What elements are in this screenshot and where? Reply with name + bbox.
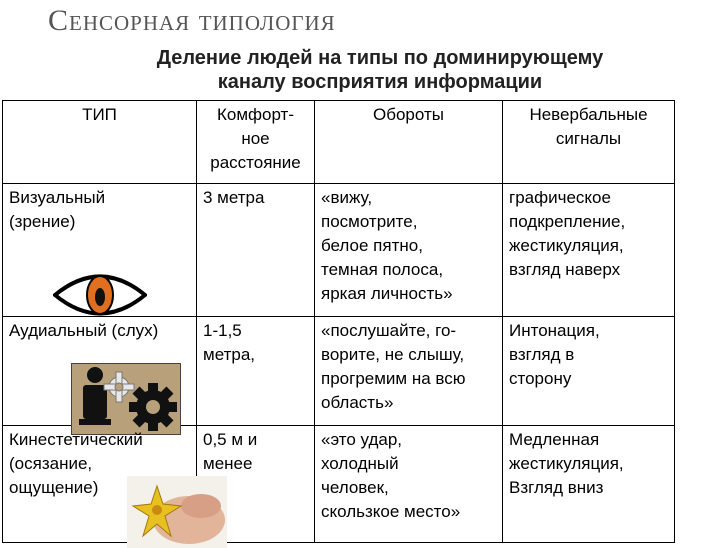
distance-cell: 1-1,5 метра, — [197, 317, 315, 426]
hand-flower-icon — [127, 476, 227, 548]
typology-table — [2, 100, 675, 543]
type-cell — [3, 317, 197, 426]
phrases-cell: «вижу, посмотрите, белое пятно, темная полоса, яркая личность» — [315, 184, 503, 317]
signals-cell: графическое подкрепление, жестикуляция, взгляд наверх — [503, 184, 675, 317]
table-row — [3, 317, 675, 426]
page-subtitle — [80, 46, 680, 94]
distance-cell: 3 метра — [197, 184, 315, 317]
type-cell — [3, 426, 197, 543]
signals-cell: Медленная жестикуляция, Взгляд вниз — [503, 426, 675, 543]
subtitle-line-2: каналу восприятия информации — [217, 71, 543, 93]
distance-cell: 0,5 м и менее — [197, 426, 315, 543]
type-label: Кинестетический (осязание, ощущение) — [9, 430, 143, 497]
subtitle-line-1: Деление людей на типы по доминирующему — [156, 47, 604, 69]
table-header-row — [3, 101, 675, 184]
gears-icon — [71, 363, 181, 435]
table-row — [3, 426, 675, 543]
phrases-cell: «послушайте, го- ворите, не слышу, прогремим на всю область» — [315, 317, 503, 426]
type-label: Визуальный (зрение) — [9, 188, 106, 231]
phrases-cell: «это удар, холодный человек, скользкое место» — [315, 426, 503, 543]
type-cell — [3, 184, 197, 317]
signals-cell: Интонация, взгляд в сторону — [503, 317, 675, 426]
eye-icon — [53, 270, 147, 320]
table-row — [3, 184, 675, 317]
header-type: ТИП — [3, 101, 197, 184]
page-title: Сенсорная типология — [48, 4, 336, 37]
header-distance: Комфорт- ное расстояние — [197, 101, 315, 184]
header-signals: Невербальные сигналы — [503, 101, 675, 184]
header-phrases: Обороты — [315, 101, 503, 184]
type-label: Аудиальный (слух) — [9, 321, 159, 340]
